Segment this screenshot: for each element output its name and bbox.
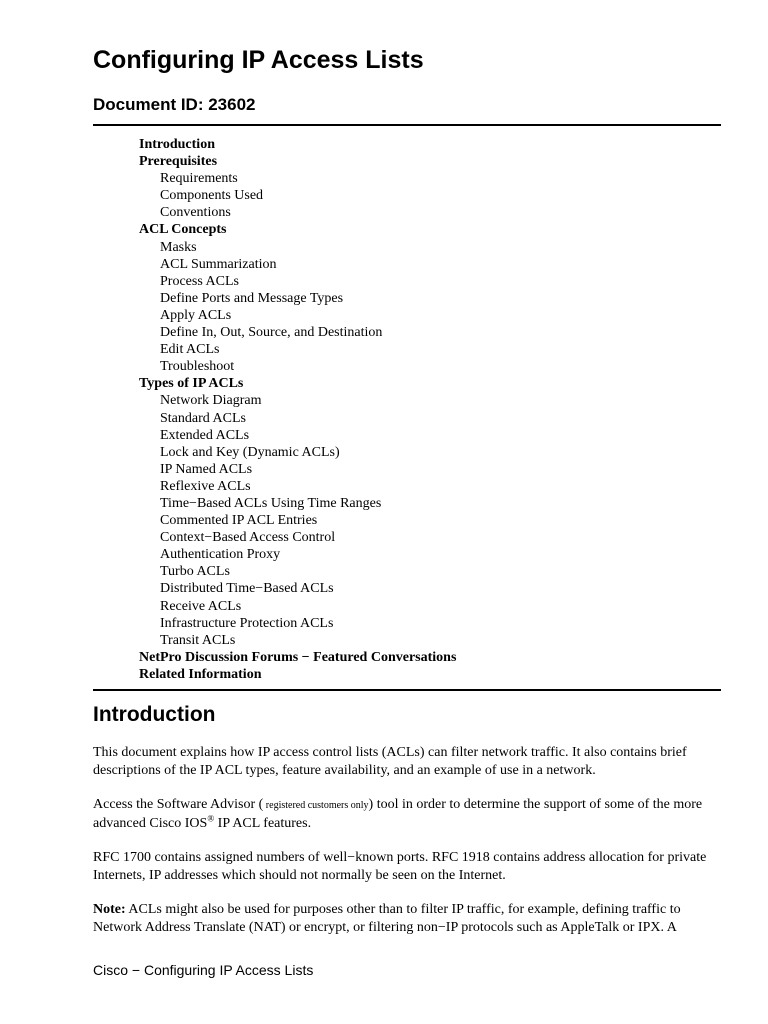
toc-section-link[interactable]: Introduction (139, 137, 215, 152)
toc-subsection-link[interactable]: Extended ACLs (160, 427, 250, 443)
toc-bottom-divider (93, 689, 721, 691)
toc-section-link[interactable]: Prerequisites (139, 154, 218, 170)
note-text: ACLs might also be used for purposes other than to filter IP traffic, for example, defining traffic to Network Address Translate (NAT) or encrypt, or filtering non−IP protocols such as AppleTalk or IPX. A (93, 902, 681, 935)
intro-paragraph-2 (93, 796, 721, 832)
introduction-heading: Introduction (93, 703, 216, 726)
toc-subsection-link[interactable]: Requirements (160, 171, 238, 187)
page-footer: Cisco − Configuring IP Access Lists (93, 962, 314, 978)
note-label: Note: (93, 902, 126, 917)
toc-subsection-link[interactable]: Lock and Key (Dynamic ACLs) (160, 444, 340, 460)
toc-subsection-link[interactable]: Define In, Out, Source, and Destination (160, 325, 383, 341)
toc-subsection-link[interactable]: Context−Based Access Control (160, 530, 336, 546)
table-of-contents (139, 136, 456, 683)
introduction-body (93, 744, 721, 953)
intro-paragraph-3: RFC 1700 contains assigned numbers of well−known ports. RFC 1918 contains address allocation for private Internets, IP addresses which should not normally be seen on the Internet. (93, 850, 707, 883)
toc-subsection-link[interactable]: Time−Based ACLs Using Time Ranges (160, 495, 382, 511)
toc-section-link[interactable]: ACL Concepts (139, 222, 227, 238)
toc-section-link[interactable]: Related Information (139, 666, 262, 682)
p2-text-middle: ) tool in order to determine the support of some of the more advanced Cisco IOS (93, 797, 703, 831)
toc-subsection-link[interactable]: Components Used (160, 188, 264, 204)
toc-subsection-link[interactable]: Conventions (160, 205, 231, 221)
toc-subsection-link[interactable]: Network Diagram (160, 393, 262, 409)
toc-subsection-link[interactable]: Authentication Proxy (160, 547, 281, 563)
toc-subsection-link[interactable]: Infrastructure Protection ACLs (160, 615, 334, 631)
toc-subsection-link[interactable]: ACL Summarization (160, 256, 277, 272)
toc-subsection-link[interactable]: IP Named ACLs (160, 461, 253, 477)
registered-customers-link[interactable]: registered customers only (263, 800, 369, 811)
toc-section-link[interactable]: Types of IP ACLs (139, 376, 244, 392)
toc-subsection-link[interactable]: Apply ACLs (160, 307, 232, 323)
p2-text-end: IP ACL features. (214, 815, 312, 831)
toc-subsection-link[interactable]: Distributed Time−Based ACLs (160, 581, 334, 597)
document-id: Document ID: 23602 (93, 95, 256, 114)
intro-paragraph-1: This document explains how IP access control lists (ACLs) can filter network traffic. It also contains brief descriptions of the IP ACL types, feature availability, and an example of use in a network. (93, 745, 687, 778)
toc-subsection-link[interactable]: Turbo ACLs (160, 564, 230, 580)
toc-subsection-link[interactable]: Commented IP ACL Entries (160, 513, 318, 529)
toc-subsection-link[interactable]: Masks (160, 239, 197, 255)
registered-trademark: ® (207, 812, 215, 823)
toc-subsection-link[interactable]: Receive ACLs (160, 598, 242, 614)
intro-note (93, 901, 721, 936)
toc-top-divider (93, 124, 721, 126)
toc-subsection-link[interactable]: Reflexive ACLs (160, 478, 251, 494)
toc-section-link[interactable]: NetPro Discussion Forums − Featured Conversations (139, 649, 457, 665)
toc-subsection-link[interactable]: Troubleshoot (160, 359, 235, 375)
toc-subsection-link[interactable]: Define Ports and Message Types (160, 290, 344, 306)
toc-subsection-link[interactable]: Transit ACLs (160, 632, 236, 648)
toc-subsection-link[interactable]: Standard ACLs (160, 410, 246, 426)
p2-text-start: Access the Software Advisor ( (93, 797, 264, 812)
page-title: Configuring IP Access Lists (93, 46, 424, 74)
toc-subsection-link[interactable]: Process ACLs (160, 273, 239, 289)
toc-subsection-link[interactable]: Edit ACLs (160, 342, 220, 358)
